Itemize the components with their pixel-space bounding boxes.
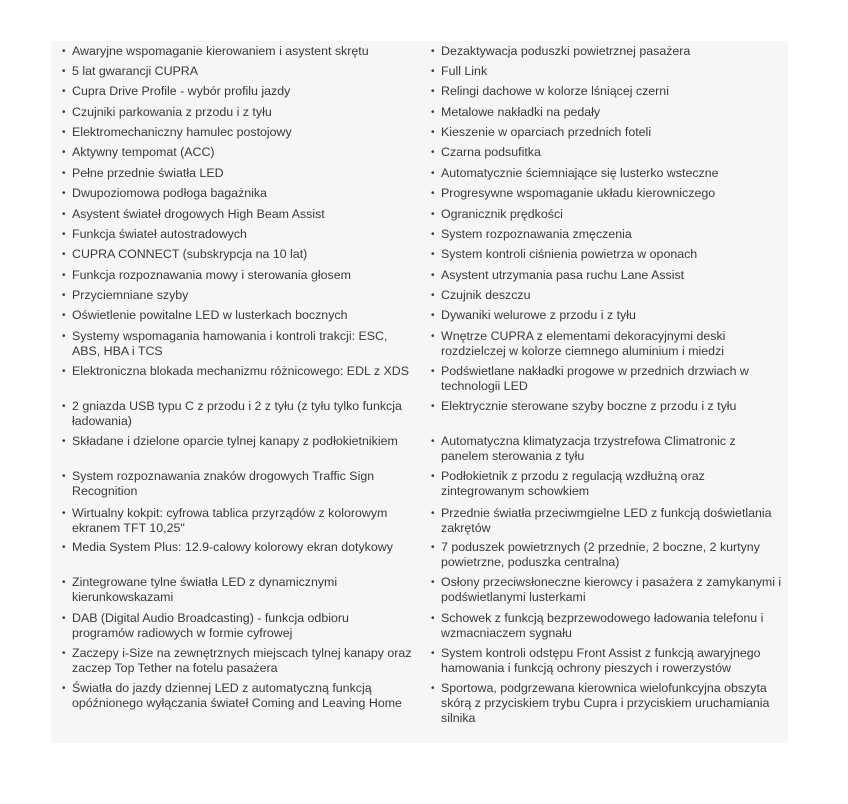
feature-item: [429, 575, 783, 605]
feature-text: Czujniki parkowania z przodu i z tyłu: [72, 105, 272, 119]
feature-item: [60, 64, 412, 79]
feature-text: Pełne przednie światła LED: [72, 166, 224, 180]
bullet-icon: •: [431, 508, 435, 519]
bullet-icon: •: [62, 249, 66, 260]
feature-text: Osłony przeciwsłoneczne kierowcy i pasażera z zamykanymi i podświetlanymi lusterkami: [441, 575, 782, 604]
feature-text: 7 poduszek powietrznych (2 przednie, 2 boczne, 2 kurtyny powietrzne, poduszka centralna): [441, 540, 760, 569]
bullet-icon: •: [62, 401, 66, 412]
bullet-icon: •: [431, 542, 435, 553]
bullet-icon: •: [62, 508, 66, 519]
feature-item: [429, 469, 783, 499]
feature-item: [60, 227, 412, 242]
feature-text: System kontroli ciśnienia powietrza w oponach: [441, 247, 698, 261]
bullet-icon: •: [62, 436, 66, 447]
feature-item: [60, 611, 412, 641]
feature-item: [429, 166, 783, 181]
bullet-icon: •: [62, 46, 66, 57]
feature-item: [60, 506, 412, 536]
feature-item: [429, 105, 783, 120]
bullet-icon: •: [62, 648, 66, 659]
bullet-icon: •: [62, 290, 66, 301]
feature-text: Schowek z funkcją bezprzewodowego ładowania telefonu i wzmacniaczem sygnału: [441, 611, 764, 640]
bullet-icon: •: [431, 46, 435, 57]
feature-item: [429, 268, 783, 283]
feature-item: [60, 105, 412, 120]
feature-item: [60, 44, 412, 59]
feature-text: Systemy wspomagania hamowania i kontroli trakcji: ESC, ABS, HBA i TCS: [72, 329, 388, 358]
bullet-icon: •: [431, 577, 435, 588]
feature-text: Wnętrze CUPRA z elementami dekoracyjnymi deski rozdzielczej w kolorze ciemnego aluminium i miedzi: [441, 329, 726, 358]
feature-text: 5 lat gwarancji CUPRA: [72, 64, 199, 78]
feature-text: Zaczepy i-Size na zewnętrznych miejscach tylnej kanapy oraz zaczep Top Tether na fotelu pasażera: [72, 646, 412, 675]
feature-item: [429, 84, 783, 99]
feature-item: [429, 506, 783, 536]
feature-text: System rozpoznawania zmęczenia: [441, 227, 632, 241]
bullet-icon: •: [431, 471, 435, 482]
feature-item: [60, 540, 412, 555]
feature-item: [60, 469, 412, 499]
feature-text: Przyciemniane szyby: [72, 288, 189, 302]
feature-text: Progresywne wspomaganie układu kierowniczego: [441, 186, 716, 200]
feature-item: [60, 247, 412, 262]
feature-text: 2 gniazda USB typu C z przodu i 2 z tyłu (z tyłu tylko funkcja ładowania): [72, 399, 402, 428]
feature-item: [60, 434, 412, 449]
feature-item: [60, 681, 412, 711]
feature-item: [429, 540, 783, 570]
feature-text: DAB (Digital Audio Broadcasting) - funkcja odbioru programów radiowych w formie cyfrowej: [72, 611, 349, 640]
feature-text: Asystent utrzymania pasa ruchu Lane Assist: [441, 268, 685, 282]
feature-text: Czujnik deszczu: [441, 288, 531, 302]
bullet-icon: •: [62, 188, 66, 199]
feature-text: Full Link: [441, 64, 488, 78]
bullet-icon: •: [62, 683, 66, 694]
bullet-icon: •: [62, 107, 66, 118]
feature-text: Elektroniczna blokada mechanizmu różnicowego: EDL z XDS: [72, 364, 410, 378]
bullet-icon: •: [62, 542, 66, 553]
bullet-icon: •: [431, 436, 435, 447]
feature-text: Aktywny tempomat (ACC): [72, 145, 215, 159]
bullet-icon: •: [431, 168, 435, 179]
bullet-icon: •: [431, 648, 435, 659]
feature-item: [60, 166, 412, 181]
bullet-icon: •: [62, 471, 66, 482]
feature-text: Automatycznie ściemniające się lusterko wsteczne: [441, 166, 719, 180]
feature-text: Podświetlane nakładki progowe w przednich drzwiach w technologii LED: [441, 364, 749, 393]
bullet-icon: •: [62, 366, 66, 377]
feature-text: Media System Plus: 12.9-calowy kolorowy ekran dotykowy: [72, 540, 393, 554]
feature-item: [60, 329, 412, 359]
feature-item: [60, 575, 412, 605]
bullet-icon: •: [62, 270, 66, 281]
feature-item: [60, 308, 412, 323]
feature-item: [429, 44, 783, 59]
feature-text: Elektromechaniczny hamulec postojowy: [72, 125, 292, 139]
feature-text: Oświetlenie powitalne LED w lusterkach bocznych: [72, 308, 348, 322]
feature-text: Funkcja rozpoznawania mowy i sterowania głosem: [72, 268, 351, 282]
bullet-icon: •: [62, 613, 66, 624]
feature-item: [429, 308, 783, 323]
bullet-icon: •: [431, 331, 435, 342]
bullet-icon: •: [431, 188, 435, 199]
feature-text: Funkcja świateł autostradowych: [72, 227, 247, 241]
feature-text: Zintegrowane tylne światła LED z dynamicznymi kierunkowskazami: [72, 575, 338, 604]
feature-item: [429, 611, 783, 641]
feature-item: [429, 434, 783, 464]
feature-text: System rozpoznawania znaków drogowych Traffic Sign Recognition: [72, 469, 375, 498]
feature-item: [60, 207, 412, 222]
bullet-icon: •: [431, 209, 435, 220]
bullet-icon: •: [62, 86, 66, 97]
feature-text: Składane i dzielone oparcie tylnej kanapy z podłokietnikiem: [72, 434, 398, 448]
bullet-icon: •: [431, 683, 435, 694]
feature-item: [60, 145, 412, 160]
feature-text: Ogranicznik prędkości: [441, 207, 563, 221]
feature-item: [60, 399, 412, 429]
bullet-icon: •: [431, 229, 435, 240]
feature-item: [429, 646, 783, 676]
bullet-icon: •: [431, 86, 435, 97]
feature-text: Automatyczna klimatyzacja trzystrefowa Climatronic z panelem sterowania z tyłu: [441, 434, 736, 463]
feature-item: [60, 288, 412, 303]
bullet-icon: •: [431, 147, 435, 158]
feature-item: [60, 646, 412, 676]
bullet-icon: •: [431, 290, 435, 301]
feature-text: Relingi dachowe w kolorze lśniącej czerni: [441, 84, 669, 98]
feature-item: [429, 186, 783, 201]
bullet-icon: •: [431, 66, 435, 77]
feature-text: Sportowa, podgrzewana kierownica wielofunkcyjna obszyta skórą z przyciskiem trybu Cupra i przyciskiem uruchamiania silnika: [441, 681, 770, 725]
feature-text: Awaryjne wspomaganie kierowaniem i asystent skrętu: [72, 44, 369, 58]
feature-text: Wirtualny kokpit: cyfrowa tablica przyrządów z kolorowym ekranem TFT 10,25": [72, 506, 388, 535]
feature-text: Dywaniki welurowe z przodu i z tyłu: [441, 308, 636, 322]
bullet-icon: •: [62, 66, 66, 77]
bullet-icon: •: [62, 310, 66, 321]
feature-item: [60, 84, 412, 99]
feature-item: [429, 145, 783, 160]
bullet-icon: •: [431, 249, 435, 260]
bullet-icon: •: [431, 107, 435, 118]
bullet-icon: •: [431, 401, 435, 412]
feature-item: [429, 227, 783, 242]
bullet-icon: •: [62, 147, 66, 158]
feature-text: Czarna podsufitka: [441, 145, 541, 159]
feature-item: [429, 681, 783, 726]
bullet-icon: •: [62, 331, 66, 342]
bullet-icon: •: [62, 229, 66, 240]
feature-item: [60, 364, 412, 379]
feature-text: System kontroli odstępu Front Assist z funkcją awaryjnego hamowania i funkcją ochrony pieszych i rowerzystów: [441, 646, 761, 675]
bullet-icon: •: [62, 577, 66, 588]
feature-text: Asystent świateł drogowych High Beam Assist: [72, 207, 325, 221]
feature-item: [429, 125, 783, 140]
feature-text: Podłokietnik z przodu z regulacją wzdłużną oraz zintegrowanym schowkiem: [441, 469, 705, 498]
bullet-icon: •: [431, 127, 435, 138]
feature-text: Kieszenie w oparciach przednich foteli: [441, 125, 652, 139]
feature-item: [429, 399, 783, 414]
feature-text: Światła do jazdy dziennej LED z automatyczną funkcją opóźnionego wyłączania świateł Coming and Leaving Home: [72, 681, 402, 710]
bullet-icon: •: [431, 310, 435, 321]
feature-item: [429, 364, 783, 394]
feature-item: [429, 64, 783, 79]
feature-item: [60, 186, 412, 201]
feature-item: [429, 288, 783, 303]
feature-text: Elektrycznie sterowane szyby boczne z przodu i z tyłu: [441, 399, 737, 413]
bullet-icon: •: [431, 270, 435, 281]
feature-item: [429, 329, 783, 359]
feature-text: CUPRA CONNECT (subskrypcja na 10 lat): [72, 247, 308, 261]
feature-item: [60, 125, 412, 140]
bullet-icon: •: [431, 366, 435, 377]
feature-item: [429, 207, 783, 222]
feature-text: Dezaktywacja poduszki powietrznej pasażera: [441, 44, 691, 58]
bullet-icon: •: [62, 168, 66, 179]
feature-item: [60, 268, 412, 283]
feature-text: Cupra Drive Profile - wybór profilu jazdy: [72, 84, 291, 98]
feature-text: Metalowe nakładki na pedały: [441, 105, 601, 119]
bullet-icon: •: [431, 613, 435, 624]
bullet-icon: •: [62, 209, 66, 220]
feature-text: Dwupoziomowa podłoga bagażnika: [72, 186, 267, 200]
bullet-icon: •: [62, 127, 66, 138]
feature-item: [429, 247, 783, 262]
feature-text: Przednie światła przeciwmgielne LED z funkcją doświetlania zakrętów: [441, 506, 772, 535]
